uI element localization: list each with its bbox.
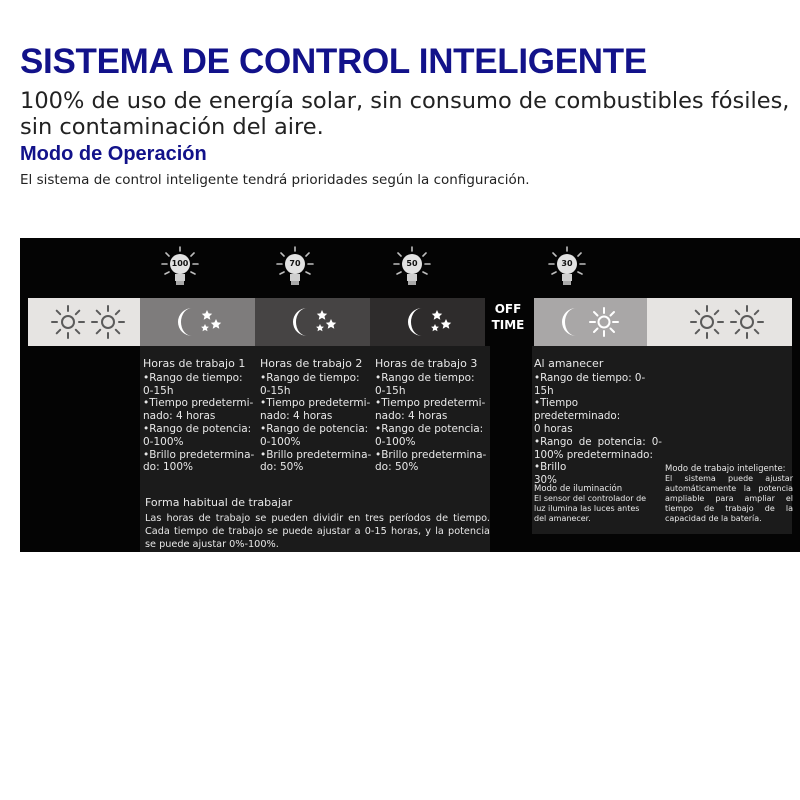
work-period-line: nado: 4 horas (375, 410, 448, 423)
sun-icon (729, 304, 765, 340)
work-period-line: •Rango de potencia: (375, 422, 484, 435)
day-strip-left (28, 298, 140, 346)
section-title: Modo de Operación (20, 143, 207, 165)
page-subtitle: 100% de uso de energía solar, sin consumo de combustibles fósiles, sin contaminación del aire. (20, 88, 790, 140)
smart-mode (665, 464, 793, 524)
smart-mode-title: Modo de trabajo inteligente: (665, 464, 786, 474)
work-period-line: •Brillo predetermina- (375, 448, 487, 461)
night-strip-2 (255, 298, 370, 346)
operation-diagram (20, 238, 800, 552)
time-label: TIME (491, 318, 525, 332)
day-strip-right (647, 298, 792, 346)
sun-icon (689, 304, 725, 340)
dawn-lighting-mode (534, 484, 654, 524)
smart-mode-body: El sistema puede ajustar automáticamente la potencia ampliable para ampliar el tiempo de trabajo de la capacidad de la batería. (665, 474, 793, 523)
dawn-line: 0 horas (534, 422, 573, 435)
work-period-title: Horas de trabajo 1 (143, 357, 246, 370)
moon-stars-icon (287, 304, 339, 340)
night-strip-1 (140, 298, 255, 346)
dawn-line: •Tiempo predeterminado: (534, 397, 621, 423)
work-period-line: •Rango de potencia: (260, 422, 369, 435)
work-period-line: •Brillo predetermina- (143, 448, 255, 461)
work-period-line: nado: 4 horas (143, 410, 216, 423)
work-period-line: do: 50% (375, 461, 419, 474)
bulb-label: 50 (406, 259, 418, 268)
page-title: SISTEMA DE CONTROL INTELIGENTE (20, 42, 647, 81)
work-period-line: do: 100% (143, 461, 193, 474)
dawn-strip (534, 298, 647, 346)
work-period-line: 0-100% (375, 435, 416, 448)
dawn-line: •Brillo (534, 461, 567, 474)
work-period-2 (260, 358, 372, 474)
dawn-mode-title: Modo de iluminación (534, 484, 623, 494)
work-period-line: •Tiempo predetermi- (260, 397, 371, 410)
dawn-mode-body: El sensor del controlador de luz ilumina las luces antes del amanecer. (534, 494, 647, 523)
bulb-label: 30 (561, 259, 573, 268)
section-description: El sistema de control inteligente tendrá prioridades según la configuración. (20, 172, 530, 188)
bulb-30 (547, 246, 587, 288)
off-time-label (483, 301, 533, 333)
work-period-line: •Rango de tiempo: (260, 371, 360, 384)
moon-stars-icon (172, 304, 224, 340)
work-period-line: 0-15h (260, 384, 291, 397)
work-period-line: •Rango de potencia: (143, 422, 252, 435)
moon-sun-icon (558, 304, 624, 340)
habitual-title: Forma habitual de trabajar (145, 496, 293, 509)
work-period-line: 0-15h (375, 384, 406, 397)
dawn-line: •Rango de potencia: 0-100% predeterminado: (534, 435, 662, 461)
bulb-100 (160, 246, 200, 288)
bulb-70 (275, 246, 315, 288)
moon-stars-icon (402, 304, 454, 340)
work-period-line: nado: 4 horas (260, 410, 333, 423)
work-period-title: Horas de trabajo 3 (375, 357, 478, 370)
work-period-line: 0-15h (143, 384, 174, 397)
dawn-title: Al amanecer (534, 357, 604, 370)
bulb-label: 100 (171, 259, 189, 268)
bulb-50 (392, 246, 432, 288)
work-period-line: •Tiempo predetermi- (143, 397, 254, 410)
sun-icon (50, 304, 86, 340)
dawn-line: 30% (534, 474, 557, 487)
bulb-label: 70 (289, 259, 301, 268)
off-label: OFF (494, 302, 522, 316)
work-period-title: Horas de trabajo 2 (260, 357, 363, 370)
dawn-settings (534, 358, 662, 487)
work-period-3 (375, 358, 487, 474)
work-period-line: 0-100% (260, 435, 301, 448)
work-period-line: •Rango de tiempo: (143, 371, 243, 384)
night-strip-3 (370, 298, 485, 346)
dawn-line: •Rango de tiempo: 0-15h (534, 371, 646, 397)
sun-icon (90, 304, 126, 340)
habitual-body: Las horas de trabajo se pueden dividir en tres períodos de tiempo. Cada tiempo de trabajo se puede ajustar a 0-15 horas, y la potencia se puede ajustar 0%-100%. (145, 513, 490, 550)
work-period-line: 0-100% (143, 435, 184, 448)
work-period-line: •Rango de tiempo: (375, 371, 475, 384)
work-period-line: do: 50% (260, 461, 304, 474)
work-period-line: •Tiempo predetermi- (375, 397, 486, 410)
work-period-1 (143, 358, 255, 474)
habitual-mode (145, 496, 490, 551)
work-period-line: •Brillo predetermina- (260, 448, 372, 461)
